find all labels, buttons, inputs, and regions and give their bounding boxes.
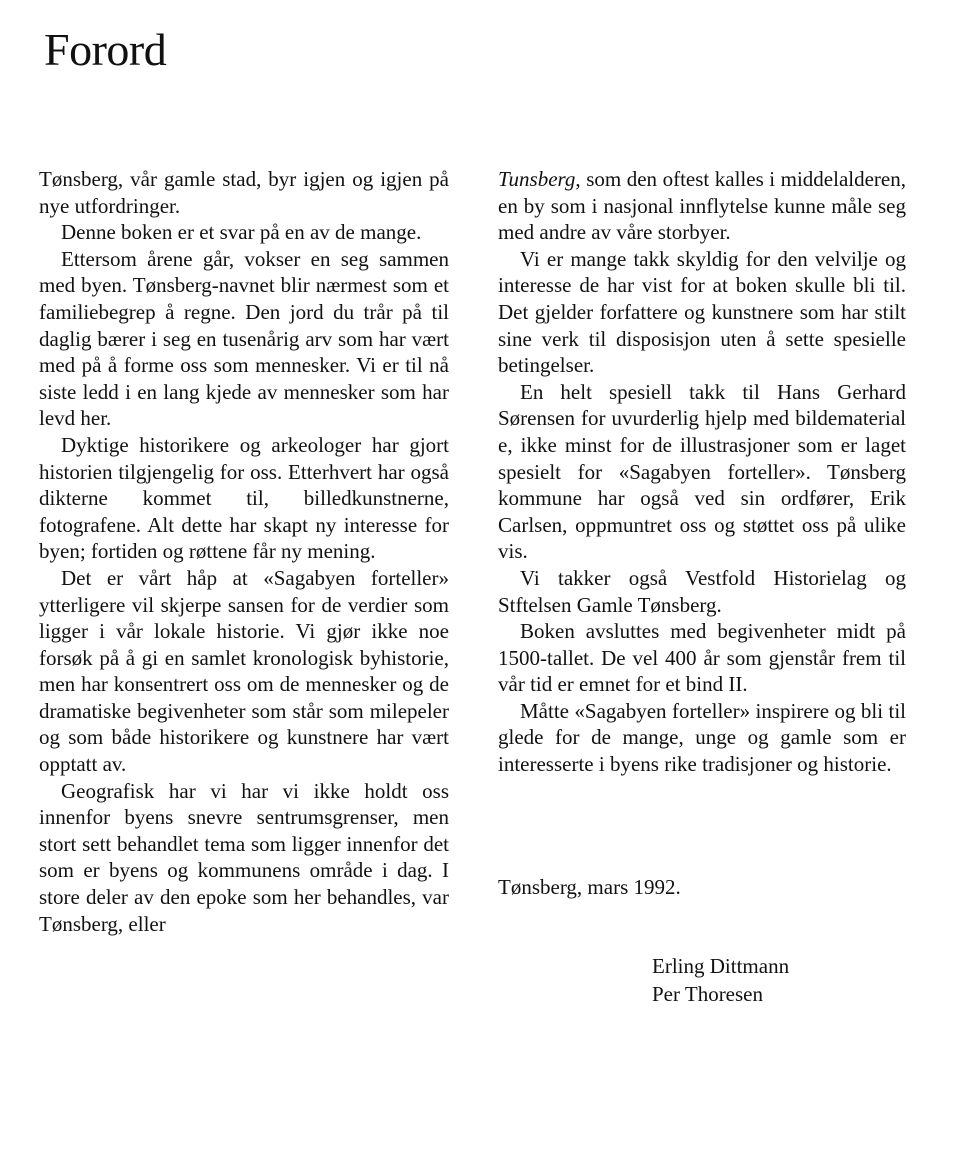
tunsberg-italic: Tunsberg (498, 167, 576, 191)
signature-block (652, 952, 789, 1008)
paragraph-3: Ettersom årene går, vokser en seg sammen med byen. Tønsberg-navnet blir nærmest som et familiebegrep å regne. Den jord du trår på til daglig bærer i seg en tusenårig arv som har vært med på å forme oss som mennesker. Vi er til nå siste ledd i en lang kjede av mennesker som har levd her. (39, 246, 449, 431)
paragraph-5: Det er vårt håp at «Sagabyen forteller» ytterligere vil skjerpe sansen for de verdier som ligger i vår lokale historie. Vi gjør ikke noe forsøk på å gi en samlet kronologisk byhistorie, men har konsentrert oss om de mennesker og de dramatiske begivenheter som står som milepeler og som både historikere og kunstnere har vært opptatt av. (39, 565, 449, 777)
dateline: Tønsberg, mars 1992. (498, 875, 681, 899)
page-title: Forord (44, 24, 167, 75)
author-name: Erling Dittmann (652, 954, 790, 978)
paragraph-6: Geografisk har vi har vi ikke holdt oss innenfor byens snevre sentrumsgrenser, men stort sett behandlet tema som ligger innenfor det som er byens og kommunens område i dag. I store deler av den epoke som her behandles, var Tønsberg, eller (39, 778, 449, 936)
paragraph-8: Vi er mange takk skyldig for den velvilje og interesse de har vist for at boken skulle bli til. Det gjelder forfattere og kunstnere som har stilt sine verk til disposisjon uten å sette spesielle betingelser. (498, 246, 906, 378)
paragraph-2: Denne boken er et svar på en av de mange. (61, 220, 422, 245)
paragraph-12: Måtte «Sagabyen forteller» inspirere og bli til glede for de mange, unge og gamle som er interesserte i byens rike tradisjoner og historie. (498, 698, 906, 777)
author-name: Per Thoresen (652, 982, 763, 1006)
paragraph-11: Boken avsluttes med begivenheter midt på 1500-tallet. De vel 400 år som gjenstår frem til vår tid er emnet for et bind II. (498, 619, 906, 697)
paragraph-4: Dyktige historikere og arkeologer har gjort historien tilgjengelig for oss. Etterhvert har også dikterne kommet til, billedkunstnerne, fotografene. Alt dette har skapt ny interesse for byen; fortiden og røttene får ny mening. (39, 432, 449, 564)
paragraph-9: En helt spesiell takk til Hans Gerhard Sørensen for uvurderlig hjelp med bildematerial e, ikke minst for de illustrasjoner som er laget spesielt for «Sagabyen forteller». Tønsberg kommune har også ved sin ordfører, Erik Carlsen, oppmuntret oss og støttet oss på ulike vis. (498, 379, 906, 564)
paragraph-10: Vi takker også Vestfold Historielag og Stftelsen Gamle Tønsberg. (498, 565, 906, 617)
paragraph-7 (498, 166, 906, 246)
right-text-column (498, 166, 906, 778)
paragraph-7-rest: , som den oftest kalles i middelalderen, en by som i nasjonal innflytelse kunne måle seg med andre av våre storbyer. (498, 167, 906, 245)
paragraph-1: Tønsberg, vår gamle stad, byr igjen og igjen på nye utfordringer. (39, 167, 449, 218)
left-text-column (39, 166, 449, 937)
